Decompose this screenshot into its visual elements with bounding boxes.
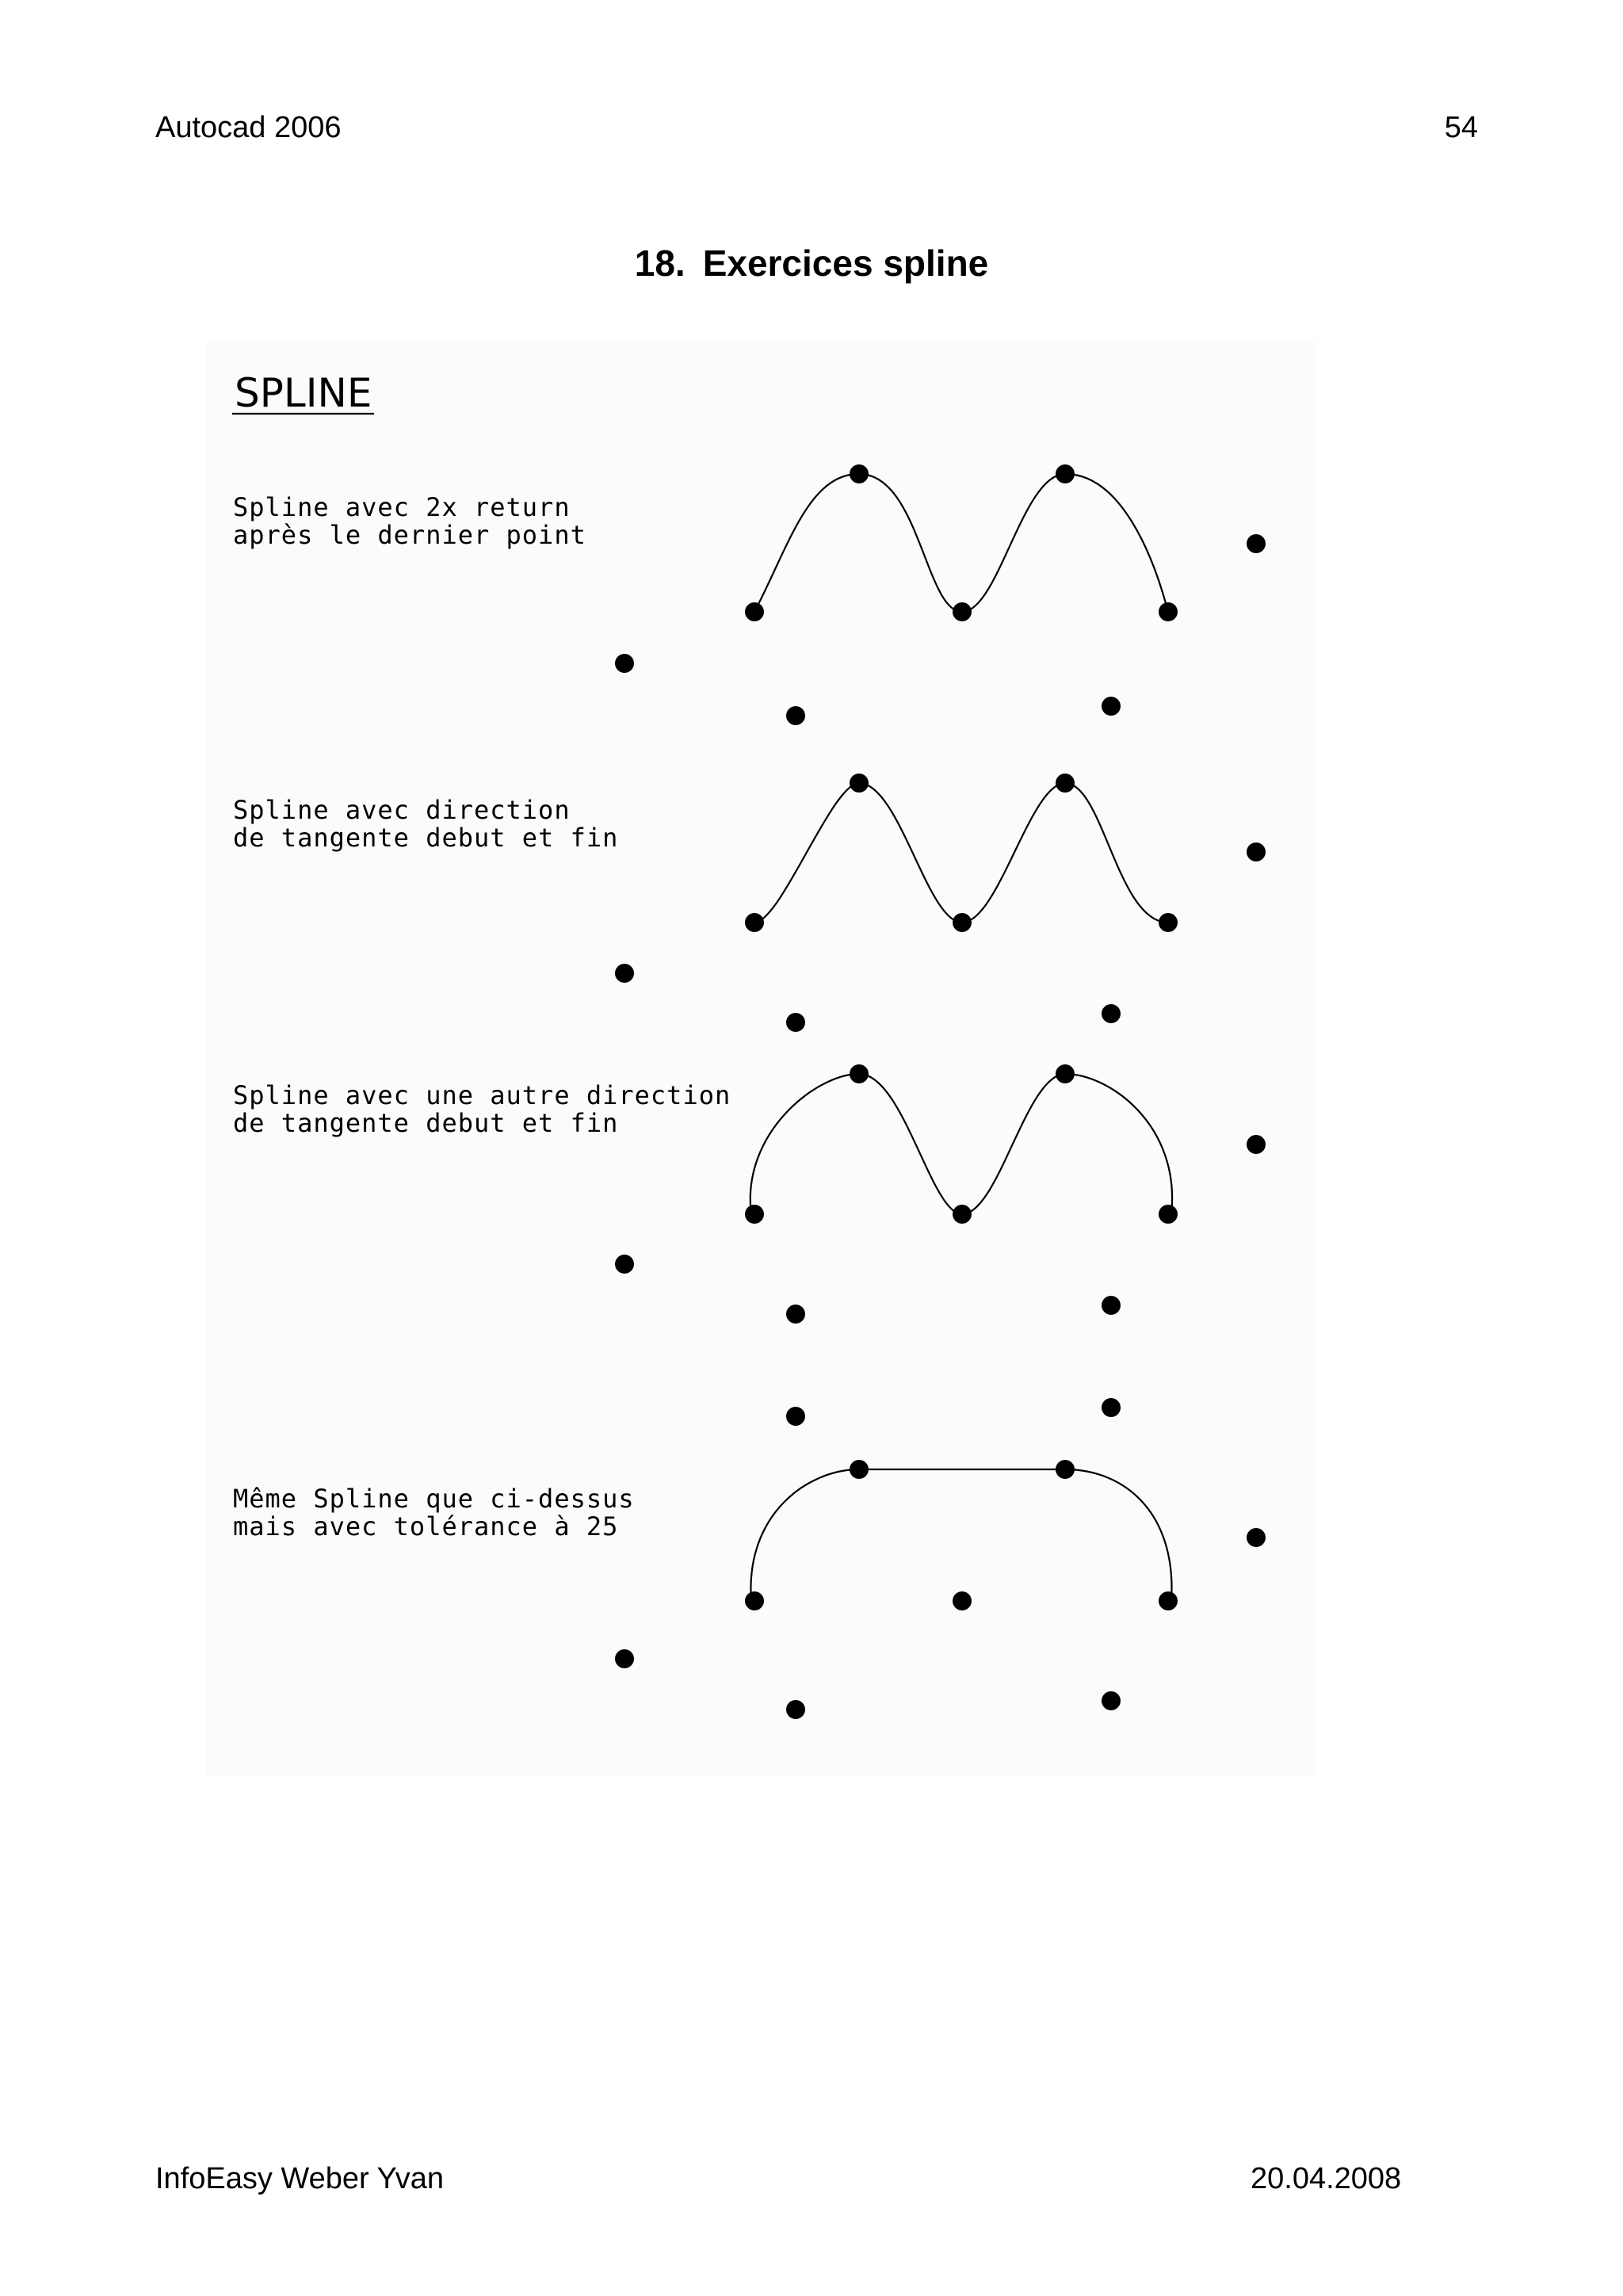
example-4-label-line1: Même Spline que ci-dessus [233,1484,635,1514]
drawing-heading: SPLINE [235,370,372,416]
example-1-label-line1: Spline avec 2x return [233,492,571,522]
footer-date: 20.04.2008 [1251,2162,1402,2195]
section-number: 18. [634,243,685,284]
section-title [0,242,1623,285]
spline-control-points-4 [611,1394,1270,1723]
spline-curve-4 [750,1469,1171,1601]
spline-drawing [206,341,1316,1775]
section-title-text: Exercices spline [702,243,989,284]
example-1-label-line2: après le dernier point [233,520,586,550]
example-3-label-line2: de tangente debut et fin [233,1108,619,1138]
header-page-number: 54 [1444,111,1478,144]
example-4-label-line2: mais avec tolérance à 25 [233,1511,619,1541]
example-2-label-line1: Spline avec direction [233,795,571,825]
header-document-title: Autocad 2006 [155,111,342,144]
spline-curve-3 [750,1074,1172,1214]
spline-curve-2 [754,783,1168,923]
spline-curve-1 [754,474,1168,612]
example-3-label-line1: Spline avec une autre direction [233,1080,731,1110]
spline-control-points-1 [611,460,1270,729]
footer-author: InfoEasy Weber Yvan [155,2162,445,2195]
spline-control-points-2 [611,770,1270,1036]
example-2-label-line2: de tangente debut et fin [233,823,619,853]
